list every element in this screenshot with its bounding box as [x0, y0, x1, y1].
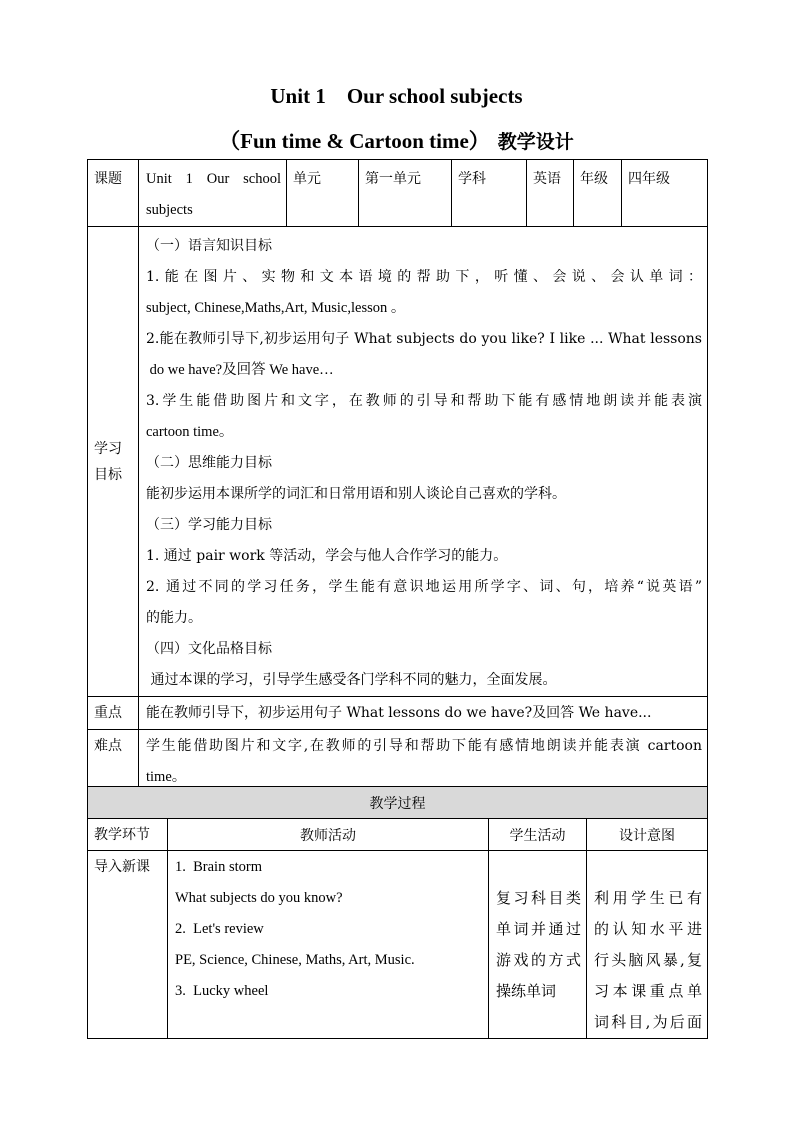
- process-row-intro: [88, 851, 708, 1039]
- objectives-content: [139, 227, 707, 696]
- intent-line: 的认知水平进: [594, 920, 702, 938]
- lesson-info-table: [87, 159, 708, 794]
- student-line: 复习科目类: [496, 889, 581, 907]
- col-intent-header: 设计意图: [587, 819, 708, 851]
- student-activity: [489, 851, 586, 1007]
- info-row: [88, 160, 708, 227]
- intent-line: 习本课重点单: [594, 982, 702, 1000]
- objective-line: 2.能在教师引导下,初步运用句子 What subjects do you like? I like ... What lessons: [146, 331, 702, 347]
- objective-line: （三）学习能力目标: [146, 517, 272, 533]
- teacher-line: 2. Let's review: [175, 921, 264, 937]
- process-header-row: [88, 787, 708, 819]
- key-point-line: 能在教师引导下，初步运用句子 What lessons do we have?及回答 We have...: [146, 705, 652, 721]
- key-point-row: [88, 697, 708, 730]
- col-teacher-header: 教师活动: [168, 819, 489, 851]
- topic-label: 课题: [94, 171, 122, 187]
- subject-label: 学科: [458, 171, 486, 187]
- subject-value: 英语: [533, 171, 561, 187]
- objective-line: 的能力。: [146, 610, 202, 626]
- objective-line: （一）语言知识目标: [146, 238, 272, 254]
- student-line: 操练单词: [496, 982, 557, 1000]
- objective-line: 3.学生能借助图片和文字，在教师的引导和帮助下能有感情地朗读并能表演: [146, 393, 702, 409]
- objective-line: subject, Chinese,Maths,Art, Music,lesson 。: [146, 300, 406, 316]
- intent-line: 利用学生已有: [594, 889, 702, 907]
- key-point-label: 重点: [94, 705, 122, 721]
- unit-label: 单元: [293, 171, 321, 187]
- objective-line: do we have?及回答 We have…: [146, 362, 334, 378]
- objectives-row: [88, 227, 708, 697]
- col-stage-header: 教学环节: [94, 826, 150, 843]
- intent-line: 词科目,为后面: [594, 1013, 702, 1031]
- difficulty-line2: time。: [146, 769, 187, 785]
- objective-line: cartoon time。: [146, 424, 234, 440]
- objective-line: （二）思维能力目标: [146, 455, 272, 471]
- teacher-line: PE, Science, Chinese, Maths, Art, Music.: [175, 952, 415, 968]
- objective-line: 1. 通过 pair work 等活动，学会与他人合作学习的能力。: [146, 548, 508, 564]
- objective-line: （四）文化品格目标: [146, 641, 272, 657]
- objective-line: 能初步运用本课所学的词汇和日常用语和别人谈论自己喜欢的学科。: [146, 486, 566, 502]
- document-title: Unit 1 Our school subjects: [270, 84, 523, 108]
- document-subtitle: [0, 125, 793, 155]
- process-columns-row: [88, 819, 708, 851]
- teaching-process-table: [87, 786, 708, 1039]
- subtitle-chinese: 教学设计: [497, 131, 574, 153]
- difficulty-label: 难点: [94, 738, 122, 754]
- col-student-header: 学生活动: [489, 819, 587, 851]
- difficulty-line1: 学生能借助图片和文字,在教师的引导和帮助下能有感情地朗读并能表演 cartoon: [146, 738, 702, 754]
- topic-value: [139, 160, 286, 226]
- key-point-text: [139, 697, 707, 729]
- topic-value-line1: Unit 1 Our school: [146, 171, 281, 187]
- teacher-line: What subjects do you know?: [175, 890, 343, 906]
- teacher-activity: [168, 851, 488, 1007]
- subtitle-english: （Fun time & Cartoon time）: [219, 129, 490, 153]
- teacher-line: 1. Brain storm: [175, 859, 262, 875]
- objectives-label-line2: 目标: [94, 466, 122, 483]
- intent-line: 行头脑风暴,复: [594, 951, 702, 969]
- stage-label: 导入新课: [94, 859, 150, 875]
- teacher-line: 3. Lucky wheel: [175, 983, 269, 999]
- objectives-label-line1: 学习: [94, 440, 122, 457]
- objective-line: 2. 通过不同的学习任务，学生能有意识地运用所学字、词、句，培养“说英语”: [146, 579, 702, 595]
- objectives-label: [88, 436, 138, 488]
- student-line: 游戏的方式: [496, 951, 581, 969]
- objective-line: 通过本课的学习，引导学生感受各门学科不同的魅力，全面发展。: [146, 672, 557, 688]
- objective-line: 1.能在图片、实物和文本语境的帮助下，听懂、会说、会认单词：: [146, 269, 702, 285]
- difficulty-text: [139, 730, 707, 793]
- design-intent: [587, 851, 707, 1038]
- topic-value-line2: subjects: [146, 202, 193, 218]
- process-header: 教学过程: [88, 787, 708, 819]
- grade-value: 四年级: [628, 171, 670, 187]
- student-line: 单词并通过: [496, 920, 581, 938]
- grade-label: 年级: [580, 171, 608, 187]
- difficulty-row: [88, 730, 708, 794]
- unit-value: 第一单元: [365, 171, 421, 187]
